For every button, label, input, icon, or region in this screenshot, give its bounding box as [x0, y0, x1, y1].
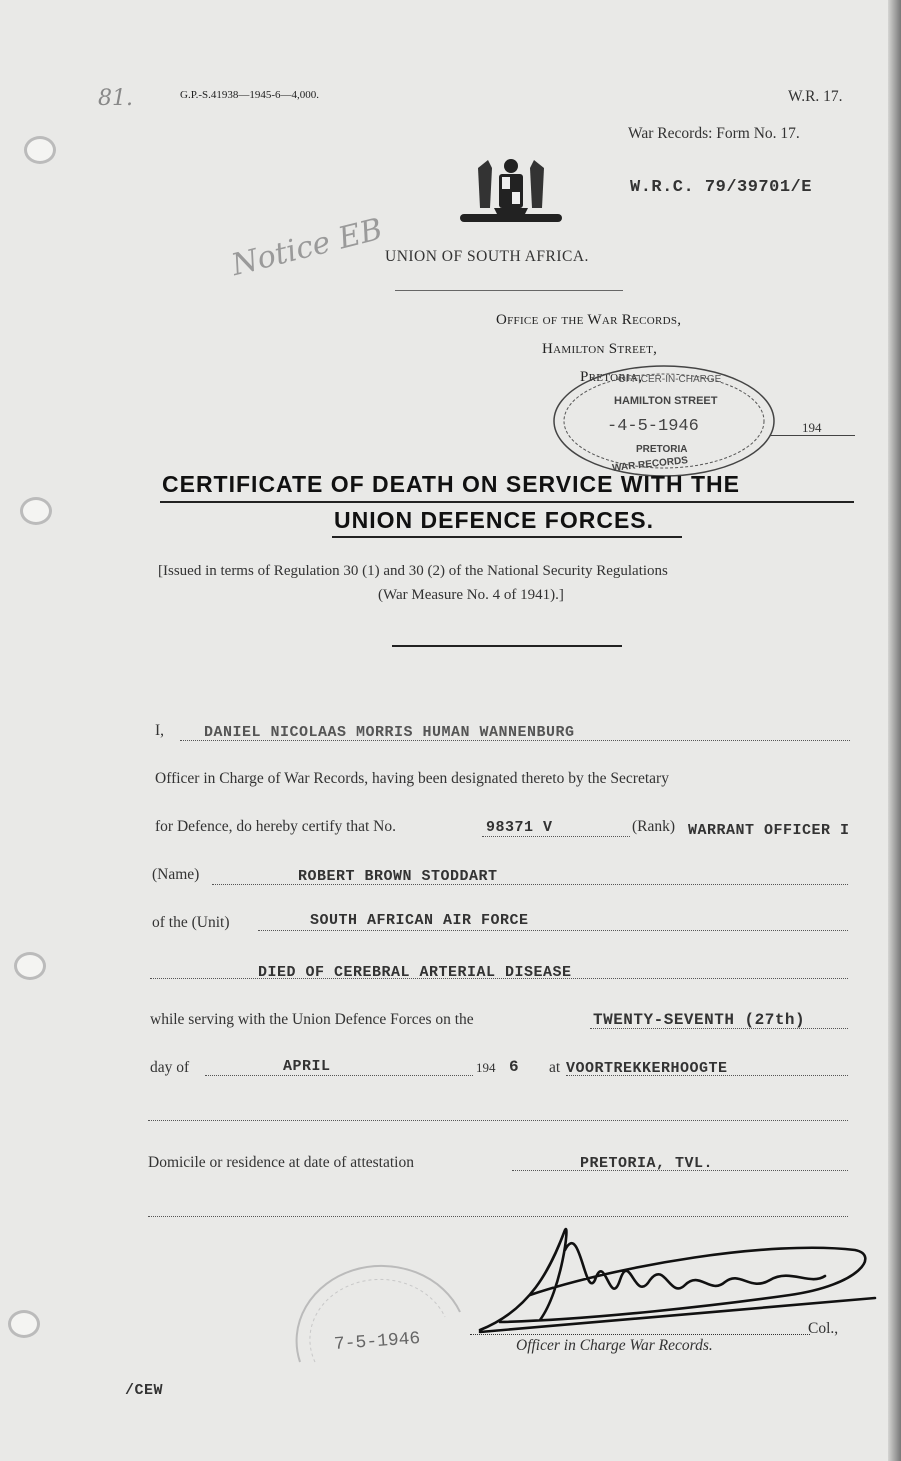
office-name: Office of the War Records, — [496, 312, 682, 328]
date-line — [770, 435, 855, 436]
punch-hole — [24, 136, 56, 164]
fill-line — [258, 930, 848, 931]
cause-of-death: DIED OF CEREBRAL ARTERIAL DISEASE — [258, 964, 572, 981]
fill-line — [212, 884, 848, 885]
reference-number: W.R.C. 79/39701/E — [630, 178, 812, 197]
title-underline — [332, 536, 682, 538]
rank-value: WARRANT OFFICER I — [688, 822, 850, 839]
divider — [392, 645, 622, 647]
margin-note: Notice EB — [228, 211, 386, 284]
at-label: at — [549, 1059, 561, 1076]
officer-name: DANIEL NICOLAAS MORRIS HUMAN WANNENBURG — [204, 724, 575, 741]
deceased-name: ROBERT BROWN STODDART — [298, 868, 498, 885]
punch-hole — [14, 952, 46, 980]
form-title: War Records: Form No. 17. — [628, 125, 800, 142]
fill-line — [150, 978, 848, 979]
death-month: APRIL — [283, 1058, 331, 1075]
death-place: VOORTREKKERHOOGTE — [566, 1060, 728, 1077]
domicile-value: PRETORIA, TVL. — [580, 1155, 714, 1172]
certificate-title-line1: CERTIFICATE OF DEATH ON SERVICE WITH THE — [162, 471, 740, 497]
fill-line — [205, 1075, 473, 1076]
scan-edge — [888, 0, 901, 1461]
issued-line2: (War Measure No. 4 of 1941).] — [378, 587, 564, 603]
fill-line — [566, 1075, 848, 1076]
domicile-label: Domicile or residence at date of attestation — [148, 1154, 414, 1171]
unit-value: SOUTH AFRICAN AIR FORCE — [310, 912, 529, 929]
rank-suffix: Col., — [808, 1320, 839, 1337]
fill-line — [482, 836, 630, 837]
service-number: 98371 V — [486, 819, 553, 836]
fill-line — [148, 1120, 848, 1121]
form-code: W.R. 17. — [788, 88, 843, 105]
divider — [395, 290, 623, 291]
death-day: TWENTY-SEVENTH (27th) — [593, 1011, 806, 1029]
stamp-bottom-text: WAR RECORDS — [611, 455, 689, 474]
stamp-top-text: OFFICER-IN-CHARGE — [618, 374, 722, 385]
stamp-street: HAMILTON STREET — [614, 395, 718, 407]
fill-line — [590, 1028, 848, 1029]
issued-line1: [Issued in terms of Regulation 30 (1) and 30 (2) of the National Security Regulations — [158, 563, 668, 579]
fill-line — [180, 740, 850, 741]
punch-hole — [8, 1310, 40, 1338]
office-city: Pretoria, — [580, 369, 643, 385]
signature-line — [470, 1334, 810, 1335]
certify-label: for Defence, do hereby certify that No. — [155, 818, 396, 835]
unit-label: of the (Unit) — [152, 914, 230, 931]
designation-text: Officer in Charge of War Records, having been designated thereto by the Secretary — [155, 770, 669, 787]
printer-code: G.P.-S.41938—1945-6—4,000. — [180, 89, 320, 101]
certificate-title-line2: UNION DEFENCE FORCES. — [334, 507, 655, 533]
page-mark: 81. — [98, 86, 133, 111]
serving-label: while serving with the Union Defence Forces on the — [150, 1011, 474, 1028]
fill-line — [512, 1170, 848, 1171]
signatory-title: Officer in Charge War Records. — [516, 1337, 713, 1354]
country-name: UNION OF SOUTH AFRICA. — [385, 248, 589, 265]
footer-date-stamp: 7-5-1946 — [333, 1329, 422, 1355]
stamp-date: -4-5-1946 — [607, 417, 699, 436]
day-of-label: day of — [150, 1059, 190, 1076]
year-digit: 6 — [509, 1058, 520, 1076]
year-label: 194 — [476, 1060, 496, 1075]
stamp-city: PRETORIA — [636, 444, 688, 455]
title-underline — [160, 501, 854, 503]
date-stamp-circle — [280, 1252, 470, 1402]
office-street: Hamilton Street, — [542, 341, 658, 357]
typist-initials: /CEW — [125, 1382, 164, 1399]
i-label: I, — [155, 722, 165, 739]
punch-hole — [20, 497, 52, 525]
rank-label: (Rank) — [632, 818, 676, 835]
year-prefix: 194 — [802, 420, 822, 435]
name-label: (Name) — [152, 866, 200, 883]
coat-of-arms-icon — [458, 154, 564, 228]
